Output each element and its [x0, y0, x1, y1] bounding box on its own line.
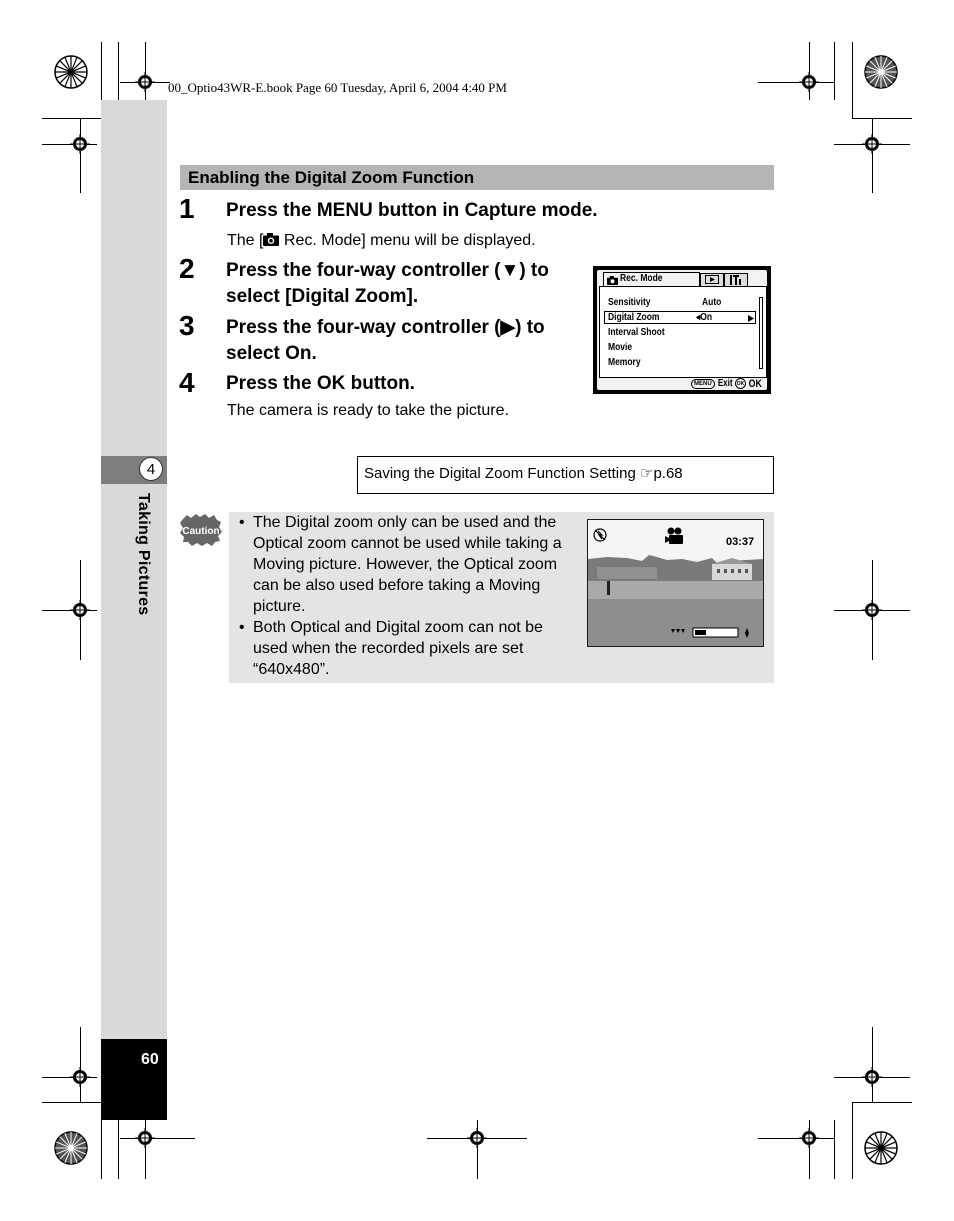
- tab-label: Rec. Mode: [620, 273, 663, 284]
- menu-item-label: Interval Shoot: [608, 327, 665, 338]
- menu-item-value: Auto: [702, 297, 722, 308]
- lcd-scene: [587, 519, 764, 647]
- caution-label: Caution: [182, 526, 220, 537]
- camera-icon: [607, 276, 618, 285]
- starburst-mark: [53, 1130, 89, 1166]
- step-text: Press the MENU button in Capture mode.: [226, 200, 598, 221]
- menu-button-icon: MENU: [691, 379, 715, 389]
- step-description: The [ Rec. Mode] menu will be displayed.: [227, 232, 536, 249]
- crosshair-mark: [862, 1067, 882, 1087]
- step-text: Press the four-way controller (▼) to select [Digital Zoom].: [226, 260, 549, 307]
- page-number: 60: [141, 1051, 159, 1068]
- setup-tab: [724, 273, 748, 287]
- step-number: 2: [179, 253, 195, 284]
- menu-item-label: Digital Zoom: [608, 312, 660, 323]
- step-text: Press the four-way controller (▶) to select On.: [226, 317, 545, 364]
- menu-scrollbar: [759, 297, 763, 369]
- chapter-number: 4: [139, 457, 163, 481]
- caution-item: • Both Optical and Digital zoom can not be used when the recorded pixels are set “640x480”.: [239, 619, 543, 678]
- step-description: The camera is ready to take the picture.: [227, 402, 509, 419]
- crosshair-mark: [70, 134, 90, 154]
- playback-icon: [705, 275, 719, 284]
- menu-item-label: Sensitivity: [608, 297, 651, 308]
- crosshair-mark: [799, 1128, 819, 1148]
- crosshair-mark: [70, 600, 90, 620]
- footer-ok-label: OK: [748, 377, 762, 390]
- wrench-icon: [729, 275, 743, 285]
- note-text: Saving the Digital Zoom Function Setting: [364, 465, 640, 482]
- crosshair-mark: [135, 1128, 155, 1148]
- caution-list: [239, 512, 574, 680]
- page-reference[interactable]: p.68: [653, 465, 683, 482]
- starburst-mark: [863, 1130, 899, 1166]
- crosshair-mark: [467, 1128, 487, 1148]
- step-number: 1: [179, 193, 195, 224]
- menu-item-label: Movie: [608, 342, 633, 353]
- starburst-mark: [53, 54, 89, 90]
- recording-time: 03:37: [726, 536, 755, 548]
- lcd-preview: [587, 519, 764, 647]
- playback-tab: [700, 273, 724, 287]
- reference-pointer-icon: ☞: [639, 465, 654, 482]
- caution-item: • The Digital zoom only can be used and the Optical zoom cannot be used while taking a Moving picture. However, the Optical zoom can be also used before taking a Moving picture.: [239, 514, 562, 615]
- step-number: 4: [179, 367, 195, 398]
- menu-footer: [691, 378, 764, 389]
- section-title: Enabling the Digital Zoom Function: [180, 165, 774, 190]
- menu-item-value: ◂On: [696, 312, 713, 323]
- caution-badge-icon: [179, 513, 223, 547]
- crosshair-mark: [799, 72, 819, 92]
- footer-exit-label: Exit: [717, 378, 733, 389]
- reference-note: [357, 456, 774, 494]
- step-text: Press the OK button.: [226, 373, 415, 394]
- crosshair-mark: [70, 1067, 90, 1087]
- camera-menu-screen: [593, 266, 771, 394]
- ok-button-icon: OK: [735, 378, 746, 389]
- crosshair-mark: [135, 72, 155, 92]
- rec-mode-tab: [603, 272, 700, 287]
- camera-icon: [263, 233, 279, 246]
- menu-item-label: Memory: [608, 357, 641, 368]
- print-header: 00_Optio43WR-E.book Page 60 Tuesday, April 6, 2004 4:40 PM: [168, 80, 507, 95]
- arrow-right-icon: [748, 315, 754, 322]
- step-number: 3: [179, 310, 195, 341]
- menu-panel: [599, 286, 767, 378]
- crosshair-mark: [862, 600, 882, 620]
- chapter-title: Taking Pictures: [135, 493, 152, 616]
- crosshair-mark: [862, 134, 882, 154]
- starburst-mark: [863, 54, 899, 90]
